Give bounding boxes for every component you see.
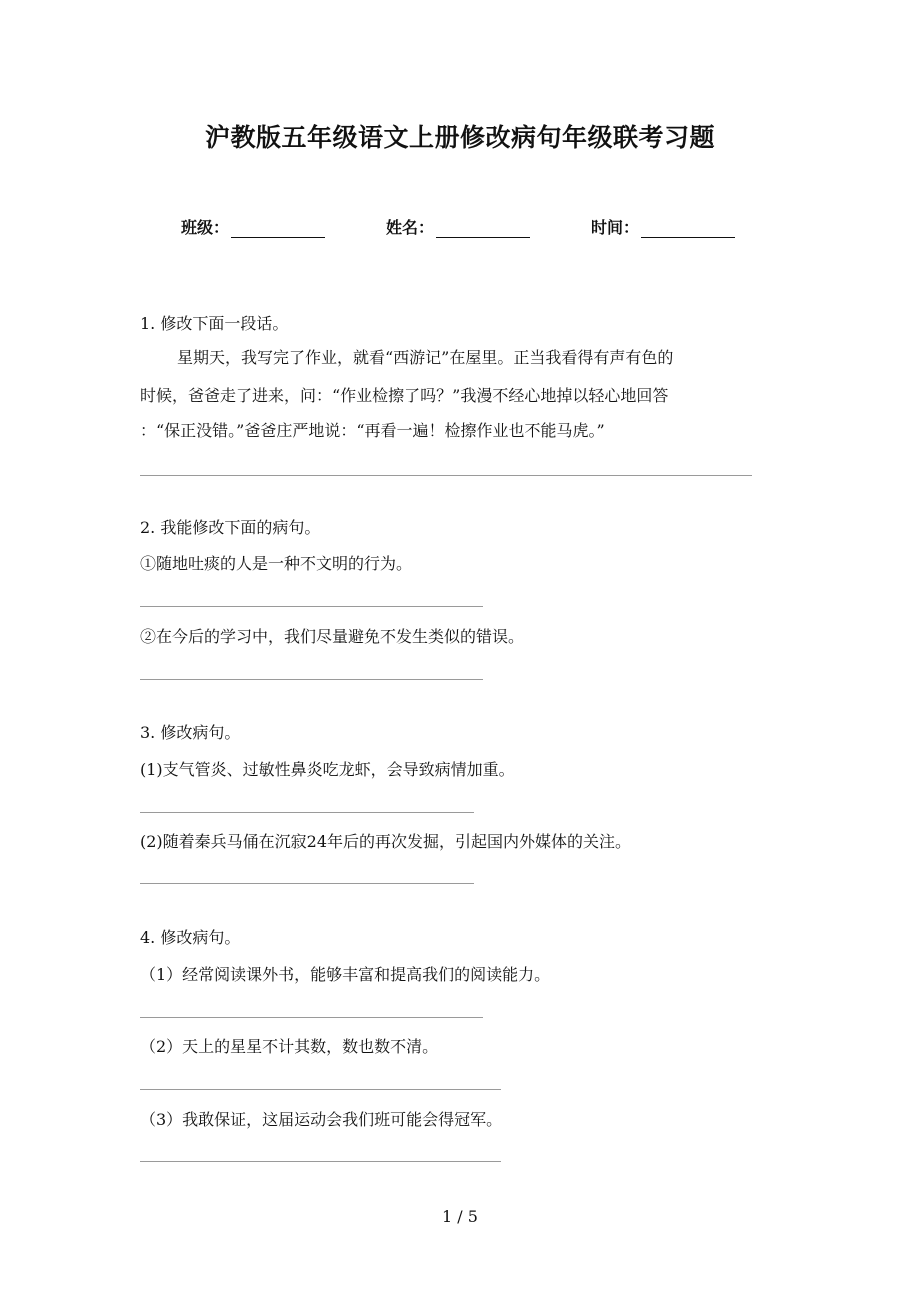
- page-title: 沪教版五年级语文上册修改病句年级联考习题: [204, 123, 715, 152]
- time-field: [591, 215, 735, 238]
- q4-answer-line-2[interactable]: [140, 1089, 501, 1090]
- q4-answer-line-3[interactable]: [140, 1161, 501, 1162]
- q2-heading: 2. 我能修改下面的病句。: [140, 518, 321, 537]
- q2-answer-line-1[interactable]: [140, 606, 483, 607]
- class-blank[interactable]: [231, 219, 325, 238]
- q4-answer-line-1[interactable]: [140, 1017, 483, 1018]
- q1-paragraph-line: 星期天，我写完了作业，就看“西游记”在屋里。正当我看得有声有色的: [177, 348, 674, 367]
- q3-answer-line-1[interactable]: [140, 812, 474, 813]
- q4-item-2: （2）天上的星星不计其数，数也数不清。: [140, 1037, 439, 1056]
- q1-paragraph-line: ：“保正没错。”爸爸庄严地说：“再看一遍！检擦作业也不能马虎。”: [140, 421, 605, 440]
- q1-heading: 1. 修改下面一段话。: [140, 314, 289, 333]
- q3-heading: 3. 修改病句。: [140, 723, 241, 742]
- q1-paragraph-line: 时候，爸爸走了进来，问：“作业检擦了吗？”我漫不经心地掉以轻心地回答: [140, 386, 669, 405]
- q4-heading: 4. 修改病句。: [140, 928, 241, 947]
- q3-answer-line-2[interactable]: [140, 883, 474, 884]
- q2-item-2: ②在今后的学习中，我们尽量避免不发生类似的错误。: [140, 627, 525, 646]
- name-label: 姓名：: [386, 218, 435, 237]
- name-blank[interactable]: [436, 219, 530, 238]
- time-label: 时间：: [591, 218, 640, 237]
- q2-item-1: ①随地吐痰的人是一种不文明的行为。: [140, 554, 413, 573]
- q3-item-1: (1)支气管炎、过敏性鼻炎吃龙虾，会导致病情加重。: [140, 760, 515, 779]
- time-blank[interactable]: [641, 219, 735, 238]
- q3-item-2: (2)随着秦兵马俑在沉寂24年后的再次发掘，引起国内外媒体的关注。: [140, 832, 632, 851]
- class-field: [181, 215, 325, 238]
- q1-answer-line[interactable]: [140, 475, 752, 476]
- q4-item-1: （1）经常阅读课外书，能够丰富和提高我们的阅读能力。: [140, 965, 551, 984]
- q2-answer-line-2[interactable]: [140, 679, 483, 680]
- class-label: 班级：: [181, 218, 230, 237]
- page-number: 1 / 5: [442, 1207, 478, 1226]
- q4-item-3: （3）我敢保证，这届运动会我们班可能会得冠军。: [140, 1110, 503, 1129]
- name-field: [386, 215, 530, 238]
